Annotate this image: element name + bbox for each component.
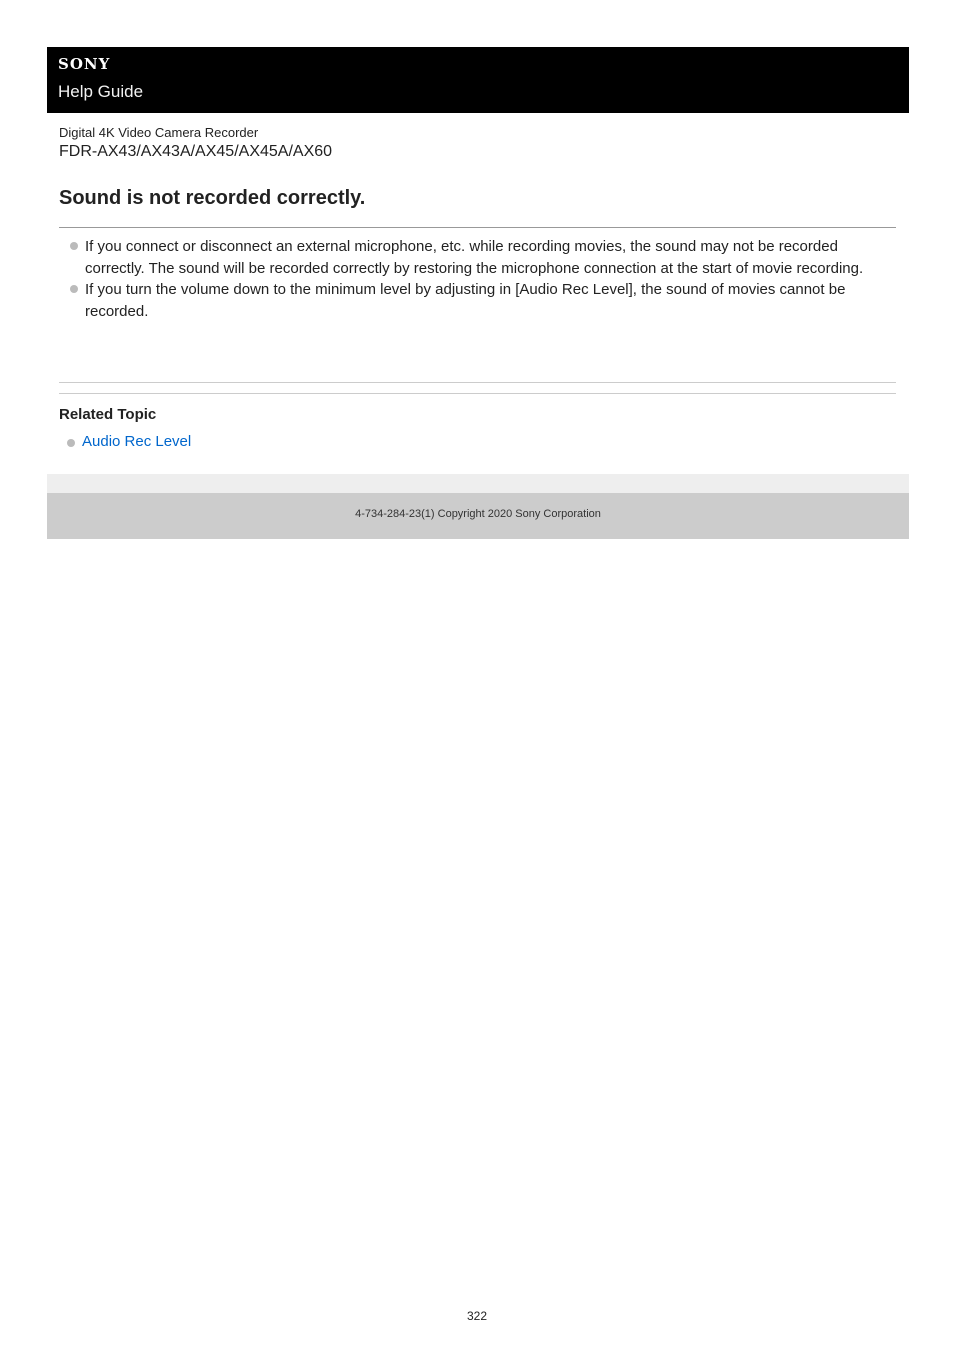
sony-logo: SONY	[58, 55, 111, 73]
product-model: FDR-AX43/AX43A/AX45/AX45A/AX60	[59, 143, 333, 160]
related-topic-heading: Related Topic	[59, 406, 157, 423]
list-item	[70, 279, 890, 322]
bullet-text: If you connect or disconnect an external microphone, etc. while recording movies, the sound may not be recorded correctly. The sound will be recorded correctly by restoring the microphone connection at the start of movie recording.	[85, 238, 864, 277]
footer-top-band	[47, 474, 909, 493]
product-category: Digital 4K Video Camera Recorder	[59, 125, 259, 140]
copyright-text: 4-734-284-23(1) Copyright 2020 Sony Corporation	[355, 508, 601, 520]
help-guide-title: Help Guide	[58, 82, 144, 101]
bullet-text: If you turn the volume down to the minimum level by adjusting in [Audio Rec Level], the sound of movies cannot be recorded.	[85, 281, 846, 320]
related-topic-item	[67, 433, 191, 450]
list-item	[70, 236, 890, 279]
audio-rec-level-link[interactable]: Audio Rec Level	[82, 433, 192, 450]
page-title: Sound is not recorded correctly.	[59, 187, 366, 209]
bullet-list	[70, 236, 890, 322]
footer	[47, 493, 909, 539]
bullet-icon	[70, 242, 78, 250]
bullet-icon	[70, 285, 78, 293]
title-divider	[59, 227, 896, 228]
header-bar	[47, 47, 909, 113]
section-divider	[59, 382, 896, 383]
section-divider	[59, 393, 896, 394]
page-number: 322	[466, 1309, 488, 1323]
bullet-icon	[67, 439, 75, 447]
